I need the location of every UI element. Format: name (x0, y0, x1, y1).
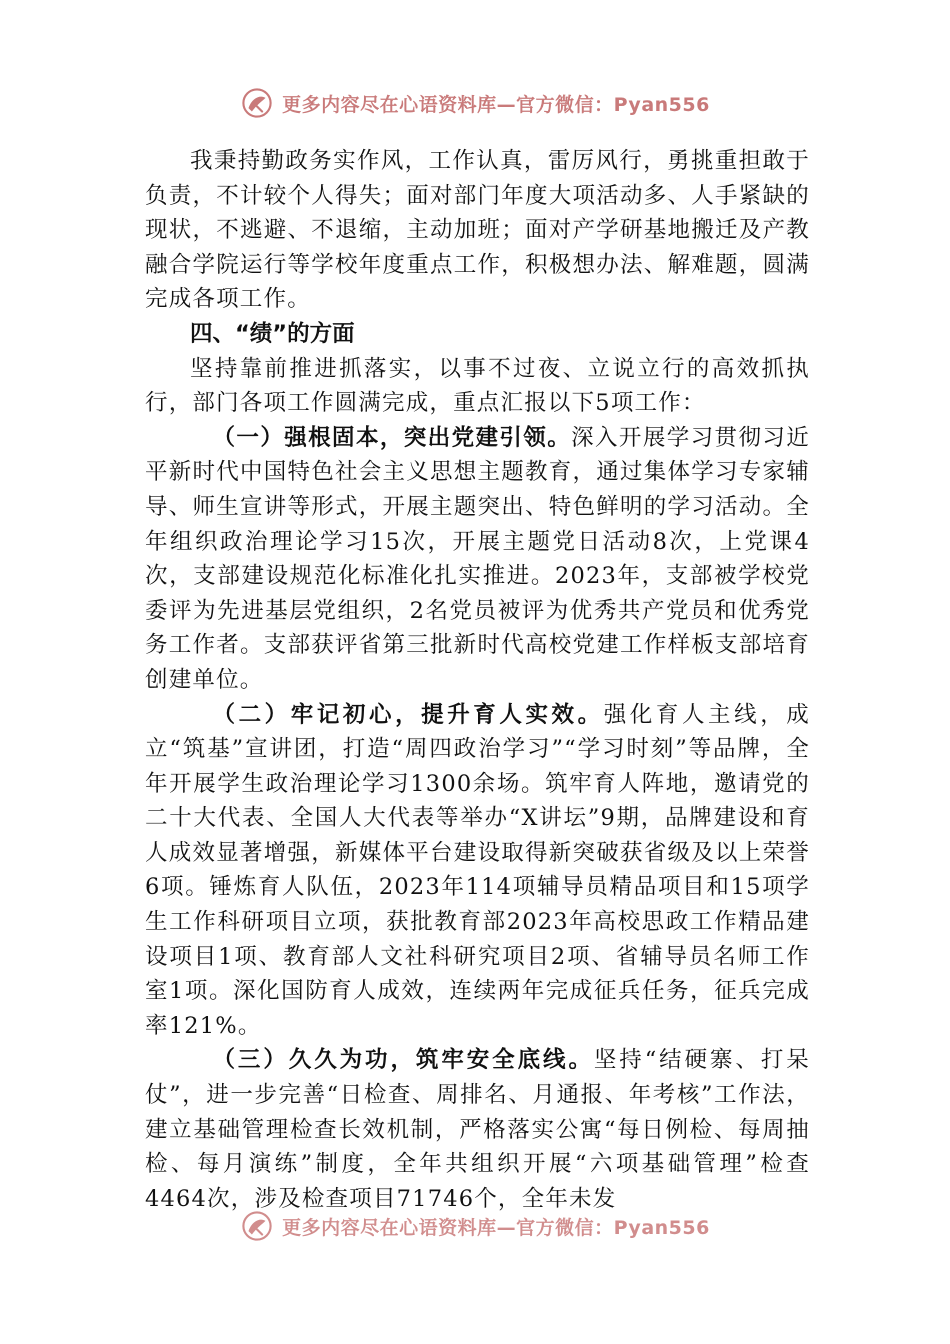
party-building-text: 深入开展学习贯彻习近平新时代中国特色社会主义思想主题教育，通过集体学习专家辅导、师生宣讲等形式，开展主题突出、特色鲜明的学习活动。全年组织政治理论学习15次，开展主题党日活动8次，上党课4次，支部建设规范化标准化扎实推进。2023年，支部被学校党委评为先进基层党组织，2名党员被评为优秀共产党员和优秀党务工作者。支部获评省第三批新时代高校党建工作样板支部培育创建单位。 (145, 424, 810, 693)
subheading-education: （二）牢记初心，提升育人实效。 (212, 701, 604, 728)
safety-text: 坚持“结硬寨、打呆仗”，进一步完善“日检查、周排名、月通报、年考核”工作法，建立基础管理检查长效机制，严格落实公寓“每日例检、每周抽检、每月演练”制度，全年共组织开展“六项基础管理”检查4464次，涉及检查项目71746个，全年未发 (145, 1047, 810, 1212)
paragraph-party-building (145, 421, 810, 698)
paragraph-safety (145, 1043, 810, 1216)
watermark-header (0, 86, 950, 120)
watermark-footer (0, 1209, 950, 1243)
section-heading-achievements: 四、“绩”的方面 (190, 320, 355, 347)
paragraph-education (145, 698, 810, 1044)
subheading-safety: （三）久久为功，筑牢安全底线。 (212, 1047, 594, 1074)
paragraph-work-style: 我秉持勤政务实作风，工作认真，雷厉风行，勇挑重担敢于负责，不计较个人得失；面对部门年度大项活动多、人手紧缺的现状，不逃避、不退缩，主动加班；面对产学研基地搬迁及产教融合学院运行等学校年度重点工作，积极想办法、解难题，圆满完成各项工作。 (145, 148, 810, 313)
watermark-text: 更多内容尽在心语资料库—官方微信：Pyan556 (282, 1216, 710, 1239)
document-body (145, 144, 810, 1216)
paragraph-achievements-intro: 坚持靠前推进抓落实，以事不过夜、立说立行的高效抓执行，部门各项工作圆满完成，重点汇报以下5项工作： (145, 355, 810, 417)
education-text: 强化育人主线，成立“筑基”宣讲团，打造“周四政治学习”“学习时刻”等品牌，全年开展学生政治理论学习1300余场。筑牢育人阵地，邀请党的二十大代表、全国人大代表等举办“X讲坛”9期，品牌建设和育人成效显著增强，新媒体平台建设取得新突破获省级及以上荣誉6项。锤炼育人队伍，2023年114项辅导员精品项目和15项学生工作科研项目立项，获批教育部2023年高校思政工作精品建设项目1项、教育部人文社科研究项目2项、省辅导员名师工作室1项。深化国防育人成效，连续两年完成征兵任务，征兵完成率121%。 (145, 701, 810, 1039)
logo-icon (240, 86, 274, 120)
subheading-party-building: （一）强根固本，突出党建引领。 (212, 424, 572, 451)
logo-icon (240, 1209, 274, 1243)
watermark-text: 更多内容尽在心语资料库—官方微信：Pyan556 (282, 93, 710, 116)
